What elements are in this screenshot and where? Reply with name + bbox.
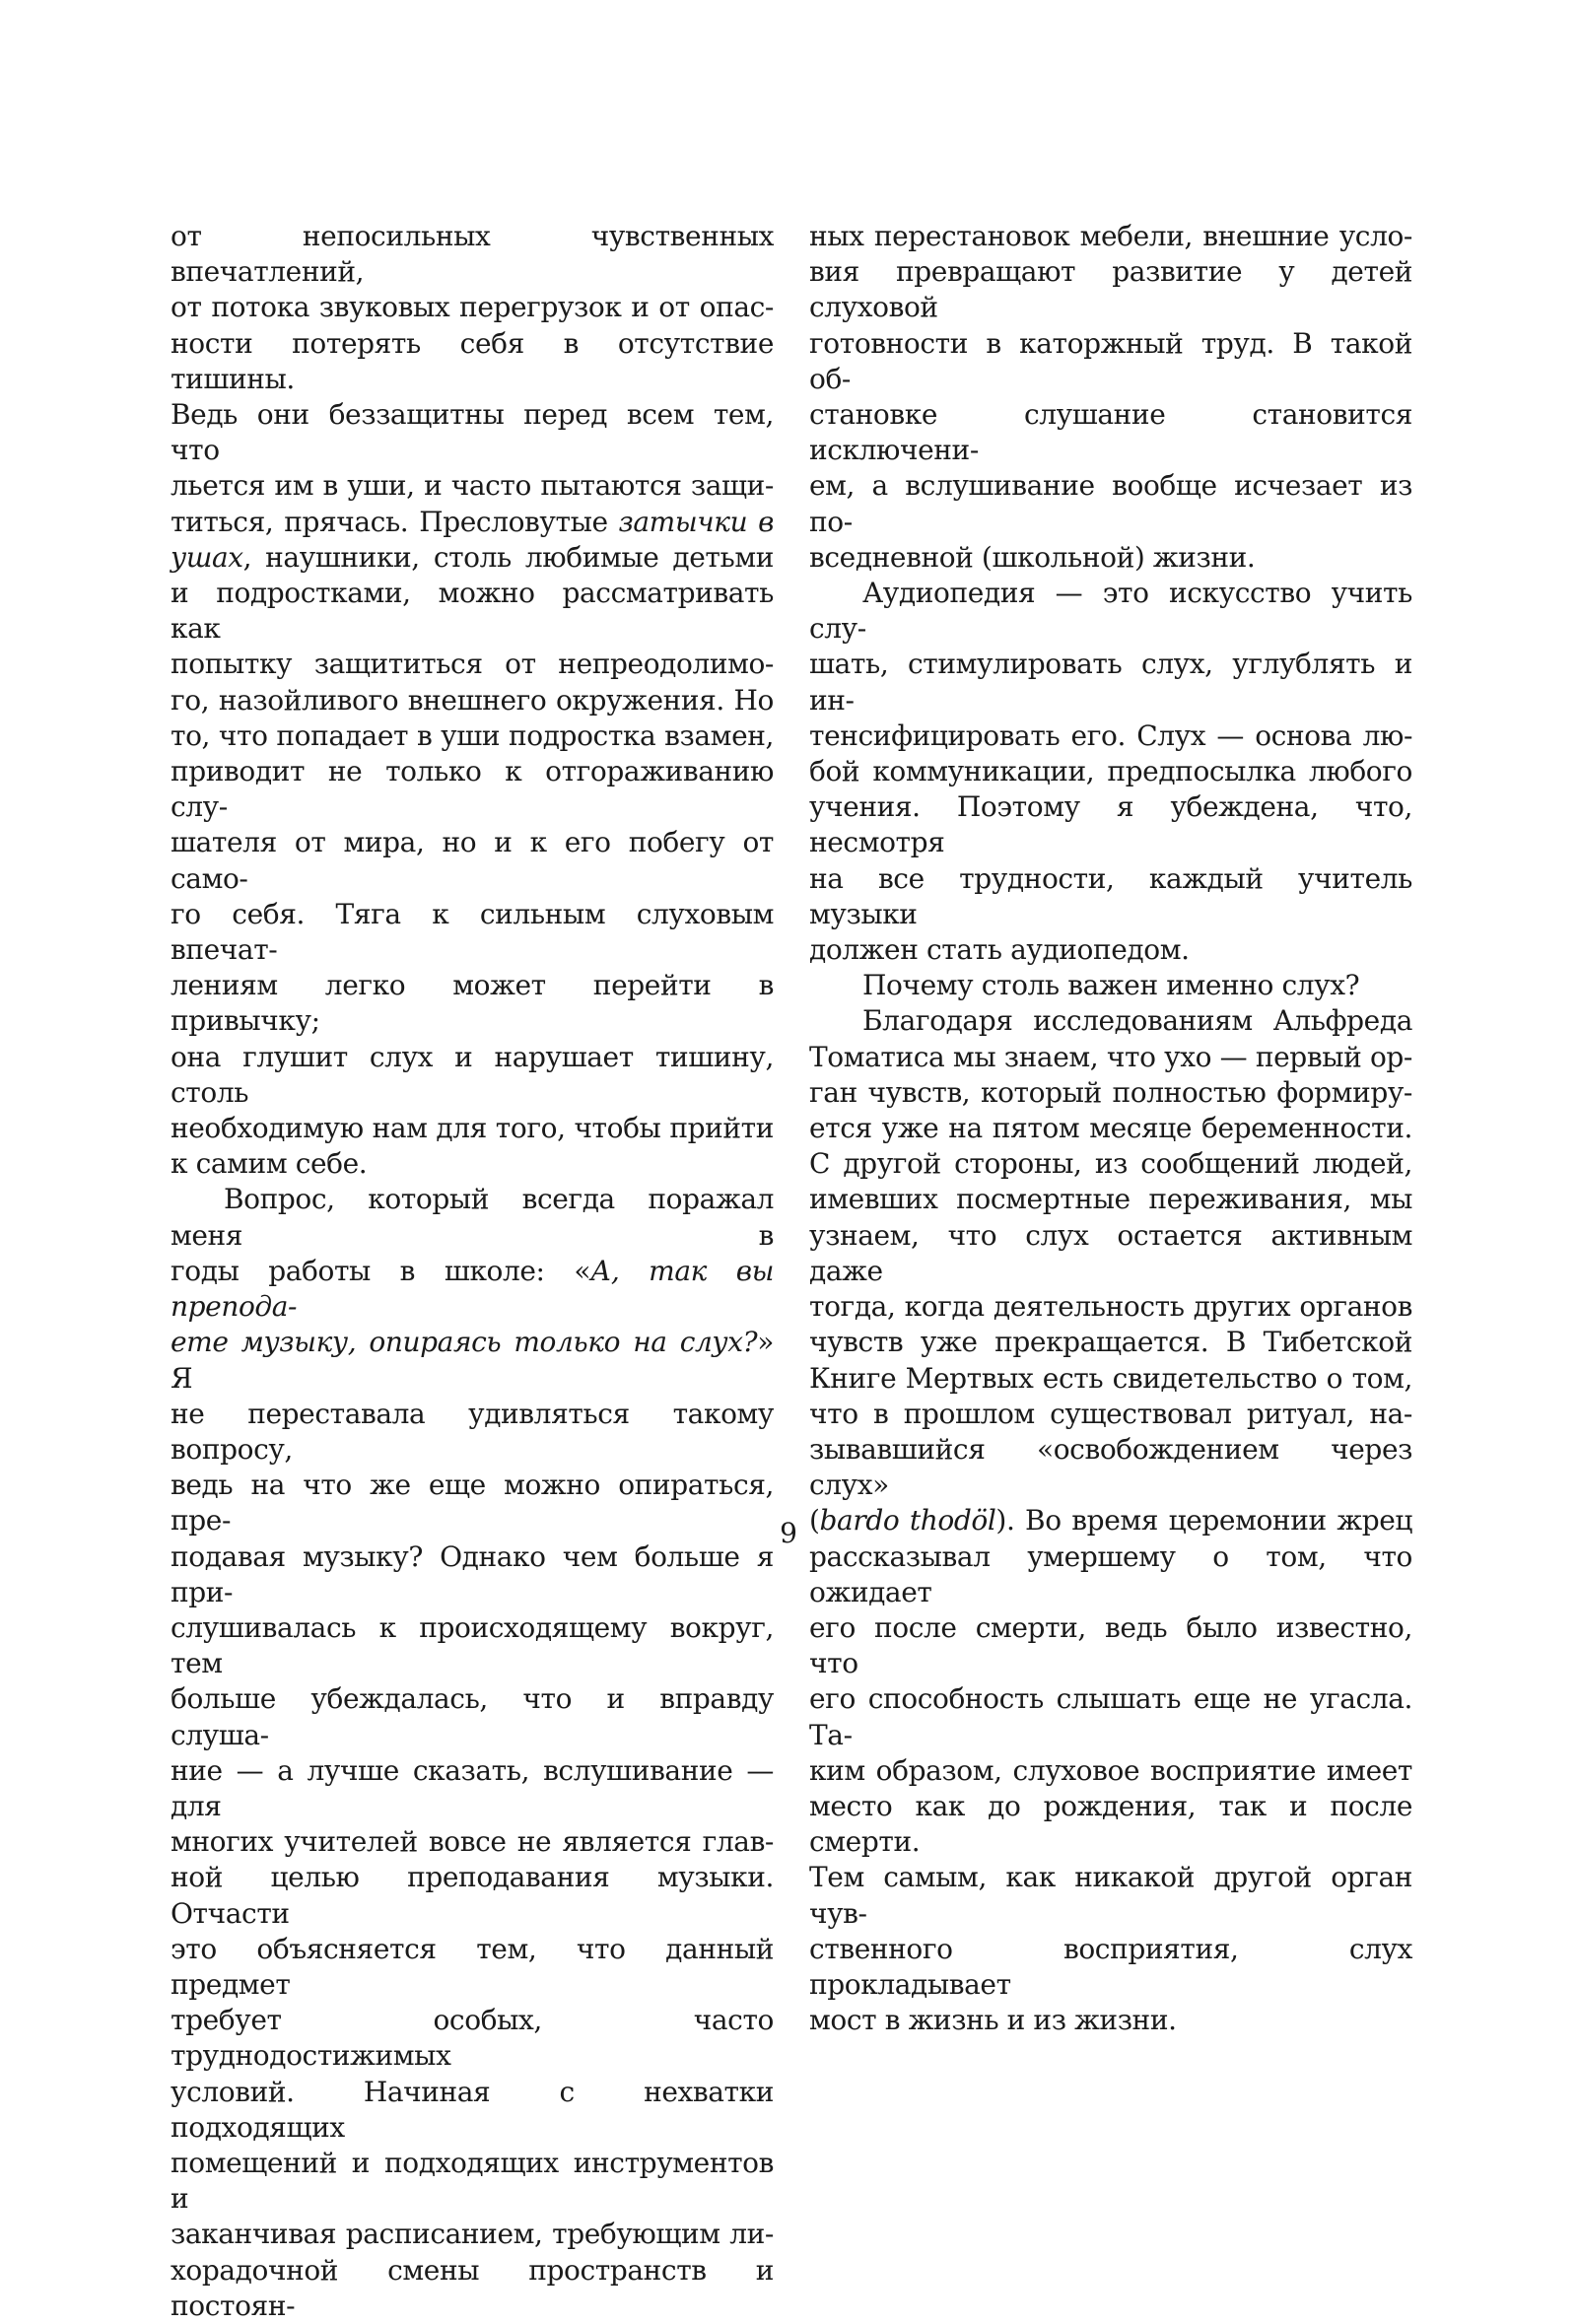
text-line: что в прошлом существовал ритуал, на- [809, 1397, 1412, 1430]
text-line: ной целью преподавания музыки. Отчасти [171, 1861, 774, 1930]
text-line: лениям легко может перейти в привычку; [171, 969, 774, 1038]
text-line: готовности в каторжный труд. В такой об- [809, 326, 1412, 395]
text-line: ности потерять себя в отсутствие тишины. [171, 326, 774, 395]
italic-term-bardo-thodol: bardo thodöl [819, 1504, 996, 1538]
text-line: это объясняется тем, что данный предмет [171, 1932, 774, 2001]
text-line: узнаем, что слух остается активным даже [809, 1218, 1412, 1287]
text-run: ). Во время церемонии жрец [995, 1504, 1412, 1538]
italic-term-earplugs-cont: ушах [171, 540, 243, 574]
text-line: го себя. Тяга к сильным слуховым впечат- [171, 897, 774, 967]
right-text-column [809, 219, 1412, 2038]
text-line: шать, стимулировать слух, углублять и ин- [809, 648, 1412, 717]
text-line: его после смерти, ведь было известно, что [809, 1610, 1412, 1680]
text-line [171, 505, 774, 540]
text-line: ется уже на пятом месяце беременности. [809, 1112, 1412, 1145]
text-run: годы работы в школе: « [171, 1254, 591, 1287]
text-run: , наушники, столь любимые детьми [242, 540, 774, 574]
text-line: многих учителей вовсе не является глав- [171, 1825, 774, 1859]
text-line: Книге Мертвых есть свидетельство о том, [809, 1361, 1412, 1395]
text-line: чувств уже прекращается. В Тибетской [809, 1326, 1412, 1359]
text-line: не переставала удивляться такому вопросу, [171, 1397, 774, 1466]
text-line: хорадочной смены пространств и постоян- [171, 2253, 774, 2322]
text-run: » Я [171, 1326, 774, 1395]
text-line: подавая музыку? Однако чем больше я при- [171, 1539, 774, 1608]
text-line: то, что попадает в уши подростка взамен, [171, 718, 774, 752]
text-line: С другой стороны, из сообщений людей, [809, 1147, 1412, 1181]
text-line: зывавшийся «освобождением через слух» [809, 1432, 1412, 1502]
text-line: ким образом, слуховое восприятие имеет [809, 1753, 1412, 1787]
text-line: шателя от мира, но и к его побегу от само- [171, 826, 774, 895]
text-line: ние — а лучше сказать, вслушивание — для [171, 1753, 774, 1822]
text-line: имевших посмертные переживания, мы [809, 1183, 1412, 1216]
text-line: Ведь они беззащитны перед всем тем, что [171, 398, 774, 467]
text-line: от непосильных чувственных впечатлений, [171, 220, 774, 289]
text-line [171, 1325, 774, 1396]
text-line: и подростками, можно рассматривать как [171, 577, 774, 646]
text-line: приводит не только к отгораживанию слу- [171, 755, 774, 824]
text-line: мост в жизнь и из жизни. [809, 2004, 1177, 2037]
text-line: к самим себе. [171, 1147, 368, 1181]
text-line: учения. Поэтому я убеждена, что, несмотря [809, 790, 1412, 859]
text-line: тенсифицировать его. Слух — основа лю- [809, 718, 1412, 752]
text-line: помещений и подходящих инструментов и [171, 2146, 774, 2216]
paragraph-start-line: Аудиопедия — это искусство учить слу- [809, 577, 1412, 646]
text-line: место как до рождения, так и после смерти. [809, 1789, 1412, 1859]
text-line: заканчивая расписанием, требующим ли- [171, 2218, 774, 2251]
text-line: ем, а вслушивание вообще исчезает из по- [809, 469, 1412, 538]
text-line: вия превращают развитие у детей слуховой [809, 255, 1412, 324]
text-line: ственного восприятия, слух прокладывает [809, 1932, 1412, 2001]
italic-term-earplugs: затычки в [618, 505, 774, 538]
text-line: она глушит слух и нарушает тишину, столь [171, 1040, 774, 1109]
text-line: рассказывал умершему о том, что ожидает [809, 1539, 1412, 1608]
paragraph-start-line: Вопрос, который всегда поражал меня в [171, 1183, 774, 1252]
italic-quote-cont: ете музыку, опираясь только на слух? [171, 1326, 758, 1359]
left-text-column [171, 219, 774, 2324]
text-line: больше убеждалась, что и вправду слуша- [171, 1682, 774, 1751]
text-line: Тем самым, как никакой другой орган чув- [809, 1861, 1412, 1930]
text-line: Томатиса мы знаем, что ухо — первый ор- [809, 1040, 1412, 1073]
text-line: от потока звуковых перегрузок и от опас- [171, 291, 774, 324]
italic-quote: А, так вы препода- [171, 1254, 774, 1324]
text-line: ган чувств, который полностью формиру- [809, 1075, 1412, 1109]
paragraph-start-line: Почему столь важен именно слух? [862, 969, 1360, 1002]
text-line: условий. Начиная с нехватки подходящих [171, 2075, 774, 2144]
text-line: льется им в уши, и часто пытаются защи- [171, 469, 774, 503]
text-run: титься, прячась. Пресловутые [171, 505, 619, 538]
paragraph-start-line: Благодаря исследованиям Альфреда [862, 1004, 1412, 1038]
text-line [171, 540, 774, 576]
text-line: ведь на что же еще можно опираться, пре- [171, 1469, 774, 1538]
text-line: го, назойливого внешнего окружения. Но [171, 683, 774, 717]
text-line: требует особых, часто труднодостижимых [171, 2004, 774, 2073]
text-line: его способность слышать еще не угасла. Та- [809, 1682, 1412, 1751]
text-line: бой коммуникации, предпосылка любого [809, 755, 1412, 788]
text-line: должен стать аудиопедом. [809, 933, 1190, 967]
text-line: попытку защититься от непреодолимо- [171, 648, 774, 681]
page-number: 9 [780, 1517, 797, 1549]
text-line: слушивалась к происходящему вокруг, тем [171, 1610, 774, 1680]
text-line: тогда, когда деятельность других органов [809, 1290, 1412, 1324]
text-line: необходимую нам для того, чтобы прийти [171, 1112, 774, 1145]
text-line: вседневной (школьной) жизни. [809, 540, 1256, 574]
text-line: на все трудности, каждый учитель музыки [809, 861, 1412, 930]
text-line [171, 1254, 774, 1325]
text-line: ных перестановок мебели, внешние усло- [809, 220, 1412, 252]
text-line: становке слушание становится исключени- [809, 398, 1412, 467]
text-run: ( [809, 1504, 820, 1538]
